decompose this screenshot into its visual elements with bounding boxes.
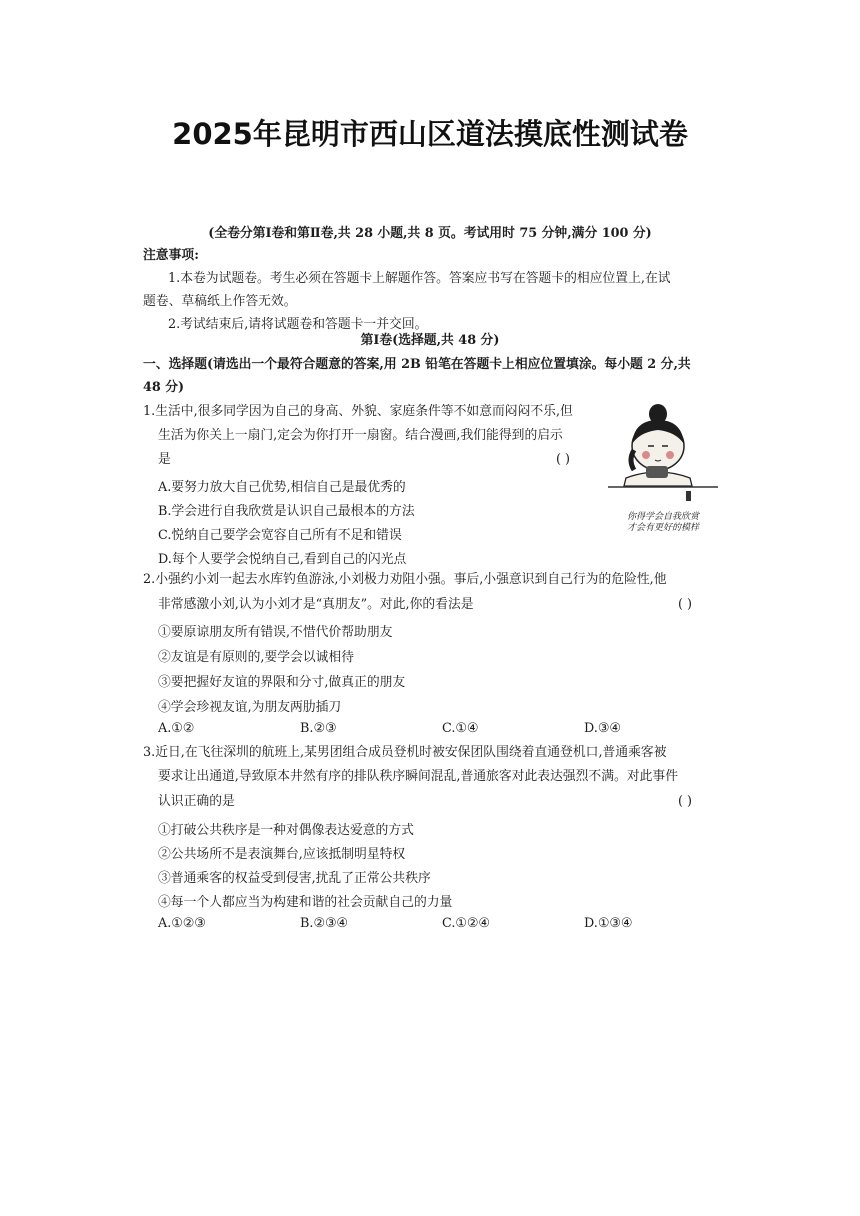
q1-option-b: B.学会进行自我欣赏是认识自己最根本的方法 [158,504,415,519]
q3-stem-end: 认识正确的是 [158,794,235,809]
q3-choice-c: C.①②④ [442,916,490,931]
q3-statement-1: ①打破公共秩序是一种对偶像表达爱意的方式 [158,823,414,838]
cartoon-caption [604,512,722,534]
q1-answer-paren: ( ) [556,452,571,467]
q2-statement-2: ②友谊是有原则的,要学会以诚相待 [158,650,355,665]
section1-heading-cont: 48 分) [143,380,185,395]
q2-statement-4: ④学会珍视友谊,为朋友两肋插刀 [158,700,342,715]
q2-choice-b: B.②③ [300,721,337,736]
section1-heading: 一、选择题(请选出一个最符合题意的答案,用 2B 铅笔在答题卡上相应位置填涂。每小题 2 分,共 [143,357,691,372]
q2-stem: 2.小强约小刘一起去水库钓鱼游泳,小刘极力劝阻小强。事后,小强意识到自己行为的危险性,他 [143,572,667,587]
part1-title: 第Ⅰ卷(选择题,共 48 分) [360,333,500,348]
q2-stem-cont: 非常感激小刘,认为小刘才是“真朋友”。对此,你的看法是 [158,597,474,612]
q3-answer-paren: ( ) [678,794,693,809]
q3-statement-4: ④每一个人都应当为构建和谐的社会贡献自己的力量 [158,895,453,910]
q3-stem-cont: 要求让出通道,导致原本井然有序的排队秩序瞬间混乱,普通旅客对此表达强烈不满。对此事件 [158,769,679,784]
caption-line-2: 才会有更好的模样 [626,523,699,533]
notice-item-2: 2.考试结束后,请将试题卷和答题卡一并交回。 [168,317,428,332]
notice-item-1-cont: 题卷、草稿纸上作答无效。 [143,294,297,309]
exam-info: (全卷分第Ⅰ卷和第Ⅱ卷,共 28 小题,共 8 页。考试用时 75 分钟,满分 100 分) [208,226,652,241]
q2-statement-3: ③要把握好友谊的界限和分寸,做真正的朋友 [158,675,406,690]
notice-heading: 注意事项: [143,248,199,263]
q1-stem: 1.生活中,很多同学因为自己的身高、外貌、家庭条件等不如意而闷闷不乐,但 [143,404,573,419]
q3-statement-3: ③普通乘客的权益受到侵害,扰乱了正常公共秩序 [158,871,431,886]
q3-stem: 3.近日,在飞往深圳的航班上,某男团组合成员登机时被安保团队围绕着直通登机口,普通乘客被 [143,745,667,760]
q1-option-d: D.每个人要学会悦纳自己,看到自己的闪光点 [158,552,407,567]
q3-statement-2: ②公共场所不是表演舞台,应该抵制明星特权 [158,847,406,862]
q1-option-c: C.悦纳自己要学会宽容自己所有不足和错误 [158,528,402,543]
document-title: 2025年昆明市西山区道法摸底性测试卷 [172,117,688,151]
q2-choice-a: A.①② [158,721,195,736]
q3-choice-d: D.①③④ [584,916,633,931]
q1-stem-end: 是 [158,452,171,467]
notice-item-1: 1.本卷为试题卷。考生必须在答题卡上解题作答。答案应书写在答题卡的相应位置上,在试 [168,271,671,286]
q2-choice-d: D.③④ [584,721,621,736]
q2-answer-paren: ( ) [678,597,693,612]
q3-choice-a: A.①②③ [158,916,206,931]
q2-choice-c: C.①④ [442,721,479,736]
q1-stem-cont: 生活为你关上一扇门,定会为你打开一扇窗。结合漫画,我们能得到的启示 [158,428,563,443]
q2-statement-1: ①要原谅朋友所有错误,不惜代价帮助朋友 [158,625,393,640]
caption-line-1: 你得学会自我欣赏 [626,512,699,522]
q1-option-a: A.要努力放大自己优势,相信自己是最优秀的 [158,480,406,495]
q3-choice-b: B.②③④ [300,916,348,931]
